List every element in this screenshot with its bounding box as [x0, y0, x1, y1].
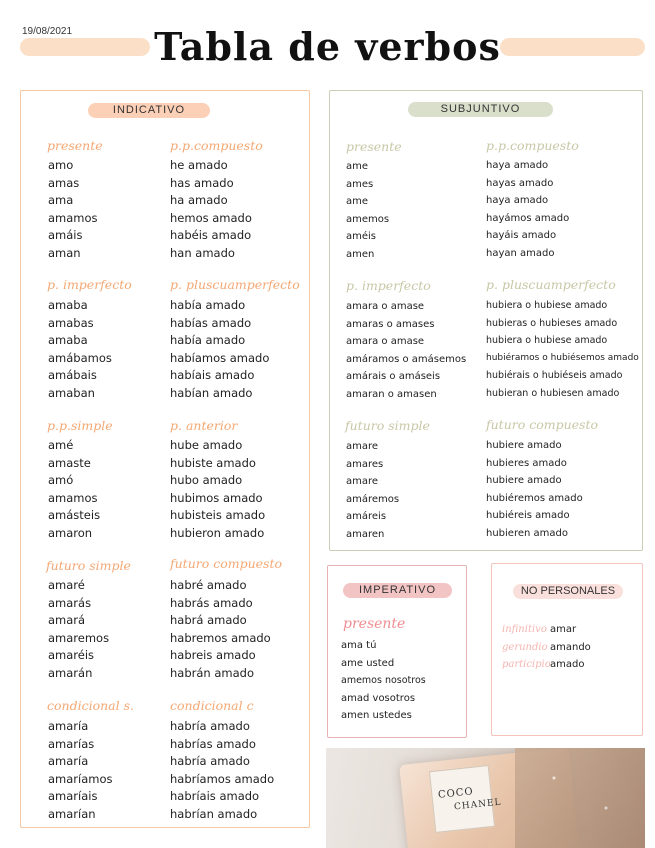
- form-value: amar: [550, 624, 577, 635]
- form-label: gerundio: [502, 642, 548, 653]
- verb-form: amemos nosotros: [341, 675, 426, 687]
- brand-text: CHANEL: [453, 797, 503, 813]
- verb-form: amé: [48, 438, 74, 452]
- verb-form: amaremos: [48, 630, 110, 645]
- verb-form: habría amado: [170, 754, 250, 769]
- verb-form: amarás: [48, 595, 92, 610]
- conjugation-list: [48, 157, 98, 263]
- verb-form: amabas: [48, 315, 94, 330]
- verb-form: amarían: [48, 806, 96, 821]
- verb-form: hubieran o hubiesen amado: [486, 387, 620, 399]
- verb-form: hubiste amado: [170, 455, 256, 470]
- verb-form: amaba: [48, 333, 88, 348]
- conjugation-list: [346, 158, 389, 264]
- no-personal-row: [502, 621, 576, 638]
- verb-form: améis: [346, 231, 377, 243]
- conjugation-list: [48, 297, 112, 403]
- verb-form: habías amado: [170, 315, 252, 330]
- verb-form: amábamos: [48, 350, 112, 365]
- verb-form: había amado: [170, 333, 246, 348]
- verb-form: haya amado: [486, 160, 549, 171]
- verb-form: ama: [48, 193, 74, 208]
- verb-form: hubiéremos amado: [486, 492, 583, 504]
- verb-form: amamos: [48, 210, 98, 225]
- verb-form: amo: [48, 158, 74, 172]
- verb-form: amásteis: [48, 508, 101, 523]
- verb-form: ame usted: [341, 657, 395, 669]
- verb-form: ame: [346, 196, 369, 208]
- tense-label: p.p.compuesto: [170, 138, 263, 153]
- verb-form: amaron: [48, 525, 93, 540]
- form-value: amando: [550, 642, 591, 653]
- verb-form: hayámos amado: [486, 212, 570, 224]
- brand-text: COCO: [437, 786, 475, 801]
- verb-form: haya amado: [486, 195, 549, 207]
- verb-form: hubiéreis amado: [486, 510, 570, 522]
- verb-form: amara o amase: [346, 336, 425, 348]
- verb-form: amaras o amases: [346, 318, 435, 330]
- subjuntivo-heading: SUBJUNTIVO: [408, 102, 553, 117]
- verb-form: hubiere amado: [486, 475, 562, 487]
- verb-form: amáremos: [346, 493, 400, 505]
- tense-label: presente: [346, 139, 402, 154]
- conjugation-list: [170, 437, 265, 543]
- verb-form: amaba: [48, 298, 88, 312]
- verb-form: amaste: [48, 455, 91, 470]
- verb-form: habríamos amado: [170, 771, 275, 786]
- verb-form: amad vosotros: [341, 692, 416, 704]
- verb-form: amara o amase: [346, 301, 425, 312]
- verb-form: amábais: [48, 368, 97, 383]
- verb-form: habrían amado: [170, 806, 258, 821]
- verb-form: hubieras o hubieses amado: [486, 317, 618, 329]
- verb-form: he amado: [170, 158, 228, 172]
- conjugation-list: [486, 297, 639, 403]
- verb-form: hubiera o hubiese amado: [486, 300, 608, 311]
- verb-form: amaríais: [48, 789, 98, 804]
- verb-form: amares: [346, 458, 384, 470]
- tense-label: futuro simple: [46, 558, 131, 573]
- page-title: Tabla de verbos: [154, 24, 501, 69]
- no-personales-heading: NO PERSONALES: [513, 584, 623, 599]
- verb-form: ha amado: [170, 193, 228, 208]
- verb-form: habríais amado: [170, 789, 260, 804]
- verb-form: hubieren amado: [486, 527, 568, 539]
- verb-form: amaréis: [48, 648, 95, 663]
- conjugation-list: [486, 437, 583, 543]
- verb-form: hubiera o hubiese amado: [486, 335, 608, 347]
- conjugation-list: [170, 718, 274, 824]
- tense-label: p. anterior: [170, 418, 238, 433]
- verb-form: habré amado: [170, 578, 247, 592]
- tense-label: p. pluscuamperfecto: [486, 277, 616, 292]
- verb-form: has amado: [170, 175, 234, 190]
- verb-form: amas: [48, 175, 80, 190]
- verb-form: habíamos amado: [170, 350, 270, 365]
- verb-form: habría amado: [170, 719, 250, 733]
- verb-form: amaría: [48, 719, 89, 733]
- verb-form: hayas amado: [486, 177, 554, 189]
- tense-label: p.p.simple: [47, 418, 113, 433]
- verb-form: hubimos amado: [170, 490, 263, 505]
- no-personal-row: [502, 639, 591, 656]
- date-label: 19/08/2021: [22, 26, 73, 37]
- verb-form: hubiéramos o hubiésemos amado: [486, 352, 639, 363]
- verb-form: amaran o amasen: [346, 388, 437, 400]
- verb-form: hubisteis amado: [170, 508, 266, 523]
- tense-label: presente: [47, 138, 103, 153]
- conjugation-list: [170, 577, 271, 683]
- verb-form: había amado: [170, 298, 246, 312]
- tense-label: presente: [343, 616, 406, 632]
- verb-form: habrán amado: [170, 665, 254, 680]
- form-label: participio: [502, 659, 551, 670]
- perfume-photo: [326, 748, 645, 848]
- verb-form: hubo amado: [170, 473, 243, 488]
- verb-form: hubiere amado: [486, 440, 562, 451]
- conjugation-list: [486, 157, 569, 263]
- verb-form: hubiérais o hubiéseis amado: [486, 370, 623, 382]
- verb-form: hayan amado: [486, 247, 555, 259]
- verb-form: amemos: [346, 213, 390, 225]
- verb-form: habremos amado: [170, 630, 271, 645]
- verb-form: ame: [346, 161, 369, 172]
- tense-label: futuro simple: [345, 418, 430, 433]
- tense-label: futuro compuesto: [170, 556, 283, 571]
- verb-form: ames: [346, 178, 374, 190]
- verb-form: amaban: [48, 385, 95, 400]
- verb-form: amamos: [48, 490, 98, 505]
- verb-form: han amado: [170, 245, 235, 260]
- tense-label: p.p.compuesto: [486, 138, 579, 153]
- verb-form: habreis amado: [170, 648, 256, 663]
- verb-form: habíais amado: [170, 368, 255, 383]
- conjugation-list: [346, 298, 466, 404]
- verb-form: habían amado: [170, 385, 253, 400]
- tense-label: condicional c: [170, 698, 254, 713]
- verb-form: habéis amado: [170, 228, 252, 243]
- tense-label: p. pluscuamperfecto: [170, 277, 300, 292]
- verb-form: hemos amado: [170, 210, 252, 225]
- verb-form: aman: [48, 245, 81, 260]
- verb-form: amaré: [48, 578, 85, 592]
- verb-form: hube amado: [170, 438, 243, 452]
- indicativo-heading: INDICATIVO: [88, 103, 210, 118]
- verb-form: amárais o amáseis: [346, 371, 441, 383]
- verb-form: amaríamos: [48, 771, 113, 786]
- verb-form: amarías: [48, 736, 95, 751]
- verb-form: ama tú: [341, 640, 377, 651]
- imperativo-heading: IMPERATIVO: [343, 583, 452, 598]
- conjugation-list: [170, 297, 269, 403]
- conjugation-list: [170, 157, 252, 263]
- tense-label: condicional s.: [47, 698, 134, 713]
- form-label: infinitivo: [502, 624, 547, 635]
- verb-form: amáis: [48, 228, 83, 243]
- verb-form: amen ustedes: [341, 710, 412, 722]
- verb-form: amáramos o amásemos: [346, 353, 467, 365]
- verb-form: hubieres amado: [486, 457, 567, 469]
- verb-form: amaren: [346, 528, 385, 540]
- tense-label: p. imperfecto: [47, 277, 132, 292]
- verb-form: amare: [346, 441, 379, 452]
- conjugation-list: [48, 437, 100, 543]
- verb-form: amare: [346, 476, 379, 488]
- no-personal-row: [502, 656, 584, 673]
- verb-form: habrías amado: [170, 736, 256, 751]
- verb-form: habrás amado: [170, 595, 253, 610]
- conjugation-list: [48, 577, 109, 683]
- verb-form: habrá amado: [170, 613, 247, 628]
- verb-form: amarán: [48, 665, 93, 680]
- verb-form: amaría: [48, 754, 89, 769]
- verb-form: hayáis amado: [486, 230, 557, 242]
- verb-form: amó: [48, 473, 74, 488]
- conjugation-list: [346, 438, 399, 544]
- verb-form: amará: [48, 613, 86, 628]
- verb-form: hubieron amado: [170, 525, 265, 540]
- verb-form: amáreis: [346, 511, 387, 523]
- tense-label: futuro compuesto: [486, 417, 599, 432]
- conjugation-list: [341, 637, 426, 725]
- tense-label: p. imperfecto: [346, 278, 431, 293]
- conjugation-list: [48, 718, 113, 824]
- verb-form: amen: [346, 248, 375, 260]
- form-value: amado: [550, 659, 585, 670]
- sparkle-background: [515, 748, 645, 848]
